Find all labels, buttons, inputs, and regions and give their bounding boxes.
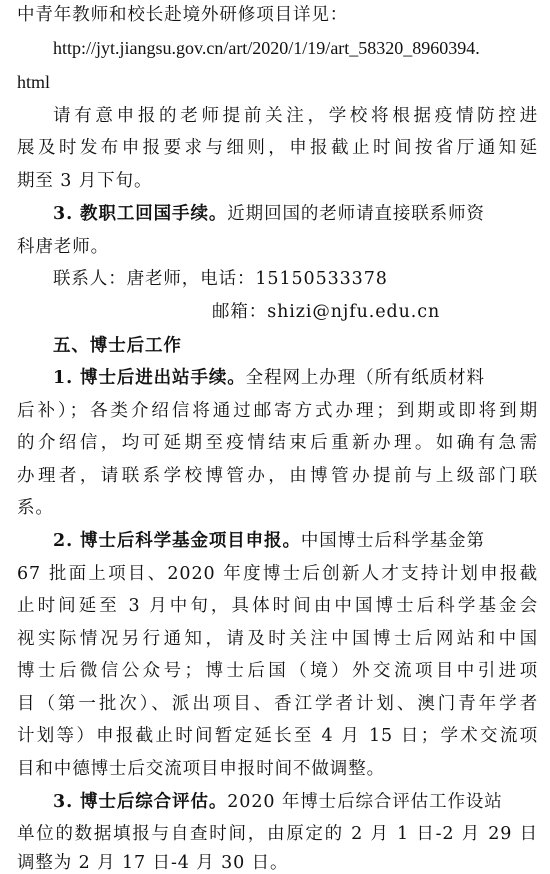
paragraph-line: 调整为 2 月 17 日-4 月 30 日。 [17,853,289,873]
paragraph-line: 止时间延至 3 月中旬，具体时间由中国博士后科学基金会 [17,596,538,616]
heading-rest: 近期回国的老师请直接联系师资 [227,204,485,224]
paragraph-line: 请有意申报的老师提前关注，学校将根据疫情防控进 [53,106,538,126]
section-heading-line [53,530,538,552]
heading-rest: 全程网上办理（所有纸质材料 [245,368,485,388]
url-line: http://jyt.jiangsu.gov.cn/art/2020/1/19/art_58320_8960394. [53,38,480,58]
section-heading-line [53,203,538,225]
section-heading-line [53,791,538,813]
section-title: 五、博士后工作 [53,336,182,356]
url-line-continued: html [17,72,51,92]
paragraph-line: 期至 3 月下旬。 [17,171,153,191]
email-line: 邮箱：shizi@njfu.edu.cn [212,302,441,322]
bold-heading: 3. 博士后综合评估。 [53,792,228,812]
contact-line: 联系人：唐老师，电话：15150533378 [53,269,388,289]
paragraph-line: 后补）；各类介绍信将通过邮寄方式办理；到期或即将到期 [17,401,538,421]
paragraph-line: 单位的数据填报与自查时间，由原定的 2 月 1 日-2 月 29 日 [17,824,538,844]
paragraph-line: 视实际情况另行通知，请及时关注中国博士后网站和中国 [17,629,538,649]
paragraph-line: 目（第一批次）、派出项目、香江学者计划、澳门青年学者 [17,694,538,714]
paragraph-line: 办理者，请联系学校博管办，由博管办提前与上级部门联 [17,466,538,486]
bold-heading: 1. 博士后进出站手续。 [53,368,246,388]
paragraph-line: 的介绍信，均可延期至疫情结束后重新办理。如确有急需 [17,433,538,453]
bold-heading: 2. 博士后科学基金项目申报。 [53,531,301,551]
paragraph-line: 科唐老师。 [17,237,109,257]
bold-heading: 3. 教职工回国手续。 [53,204,228,224]
text-line: 中青年教师和校长赴境外研修项目详见： [17,5,349,25]
paragraph-line: 计划等）申报截止时间暂定延长至 4 月 15 日；学术交流项 [17,726,538,746]
paragraph-line: 展及时发布申报要求与细则，申报截止时间按省厅通知延 [17,138,538,158]
paragraph-line: 目和中德博士后交流项目申报时间不做调整。 [17,759,385,779]
heading-rest: 2020 年博士后综合评估工作设站 [227,792,503,812]
section-heading-line [53,367,538,389]
paragraph-line: 系。 [17,498,54,518]
heading-rest: 中国博士后科学基金第 [300,531,485,551]
paragraph-line: 67 批面上项目、2020 年度博士后创新人才支持计划申报截 [17,564,538,584]
paragraph-line: 博士后微信公众号；博士后国（境）外交流项目中引进项 [17,661,538,681]
